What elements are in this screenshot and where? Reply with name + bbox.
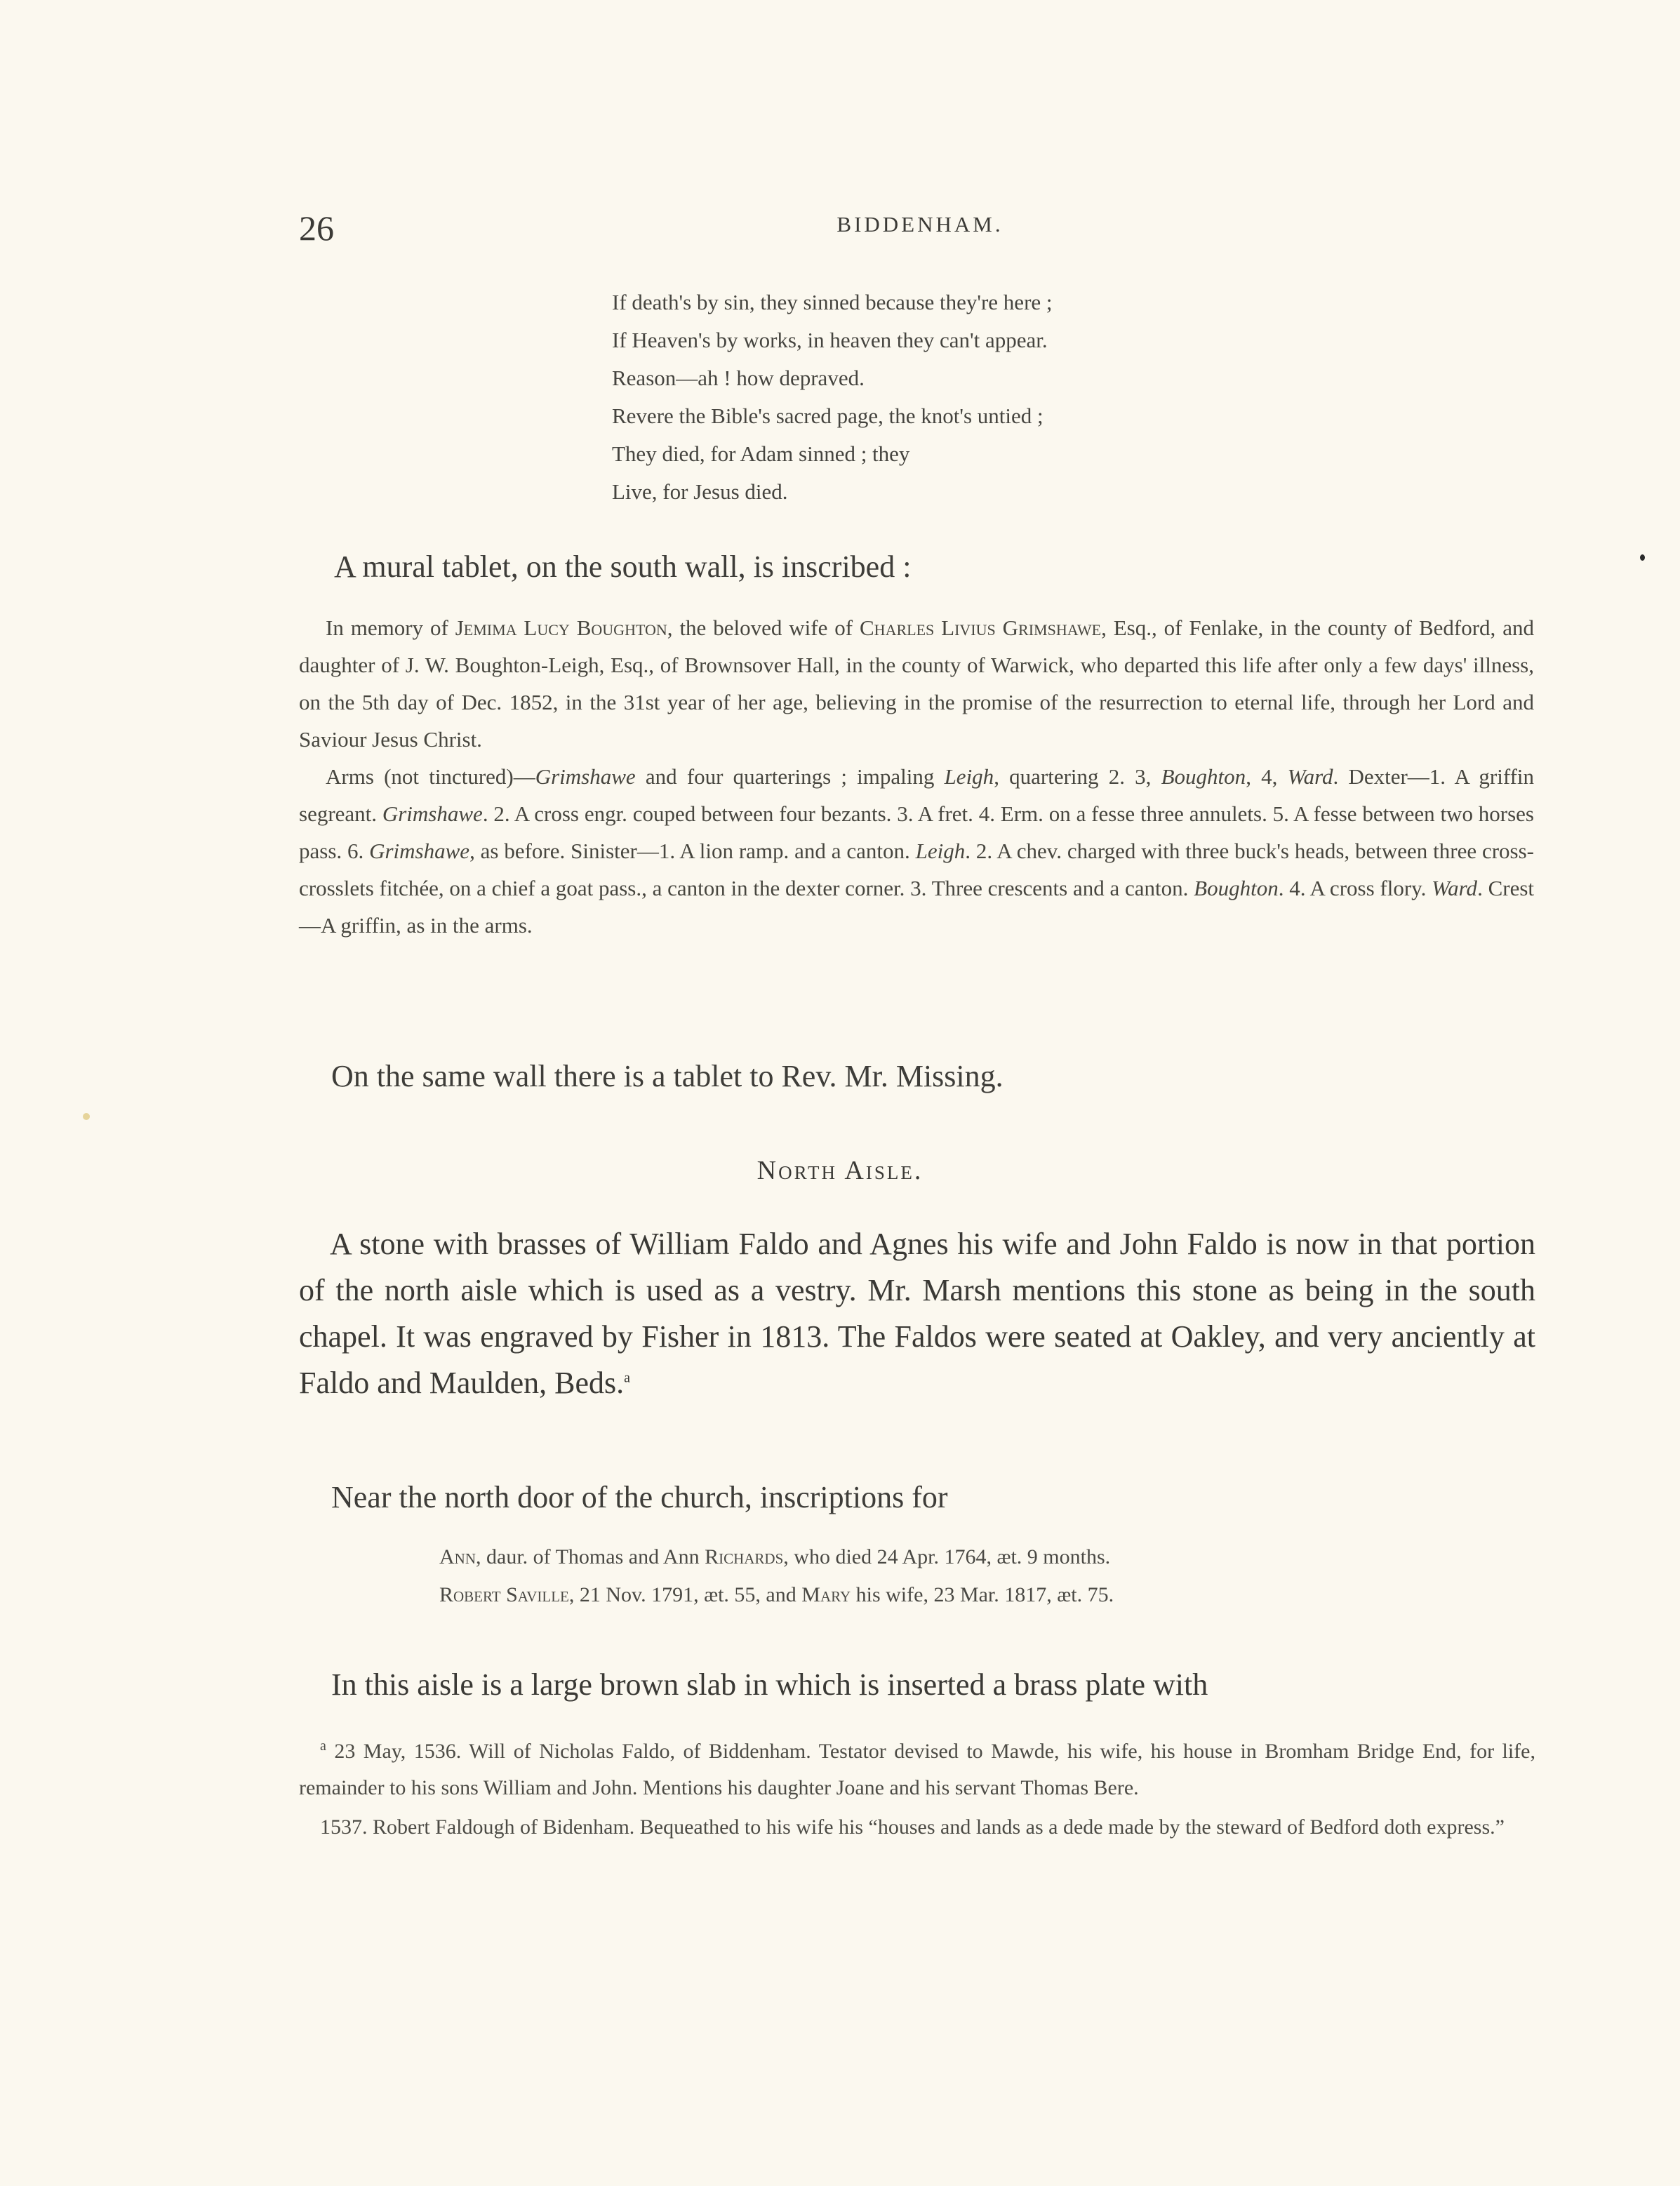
person-name: Ann — [439, 1545, 476, 1568]
slab-line — [331, 1662, 1535, 1708]
footnotes — [299, 1733, 1535, 1848]
poem-line: Live, for Jesus died. — [612, 479, 788, 504]
text-run: , 21 Nov. 1791, æt. 55, and — [568, 1583, 802, 1606]
family-name: Grimshawe — [535, 764, 636, 789]
footnote-a — [299, 1733, 1535, 1806]
family-name: Ward — [1432, 876, 1478, 900]
text-run: . 2. A chev. charged with three buck's heads, between three cross-crosslets fitchée, on a chief a goat pass., a canton in the dexter corner. 3. Three crescents and a canton. — [299, 839, 1534, 900]
page-number: 26 — [299, 208, 334, 248]
missing-tablet-line: On the same wall there is a tablet to Rev. Mr. Missing. — [331, 1059, 1004, 1093]
text-run: , who died 24 Apr. 1764, æt. 9 months. — [783, 1545, 1111, 1568]
north-door-inscriptions — [439, 1538, 1114, 1614]
page-header — [299, 208, 1541, 250]
text-run: , as before. Sinister—1. A lion ramp. and a canton. — [469, 839, 916, 863]
faldo-paragraph — [299, 1221, 1535, 1406]
memorial-paragraph — [299, 609, 1534, 758]
paper-stain — [83, 1113, 90, 1120]
arms-paragraph — [299, 758, 1534, 944]
mural-tablet-lead: A mural tablet, on the south wall, is inscribed : — [334, 549, 912, 584]
text-run: . Crest—A griffin, as in the arms. — [299, 876, 1535, 938]
north-door-lead: Near the north door of the church, inscriptions for — [331, 1480, 948, 1514]
poem-line: Reason—ah ! how depraved. — [612, 366, 865, 390]
family-name: Leigh — [915, 839, 966, 863]
ink-speck — [1640, 554, 1645, 561]
poem-line: If death's by sin, they sinned because they're here ; — [612, 290, 1053, 314]
inscription-line — [439, 1538, 1114, 1576]
text-run: , quartering 2. 3, — [994, 764, 1161, 789]
family-name: Leigh — [944, 764, 994, 789]
family-name: Grimshawe — [369, 839, 470, 863]
poem-line: If Heaven's by works, in heaven they can't appear. — [612, 328, 1048, 352]
footnote-mark: a — [320, 1738, 326, 1754]
text-run: , daur. of Thomas and Ann — [476, 1545, 705, 1568]
family-name: Boughton — [1194, 876, 1279, 900]
footnote-text: 23 May, 1536. Will of Nicholas Faldo, of Biddenham. Testator devised to Mawde, his wife, his house in Bromham Bridge End, for life, remainder to his sons William and John. Mentions his daughter Joane and his servant Thomas Bere. — [299, 1740, 1535, 1799]
text-run: , Esq., of Fenlake, in the county of Bedford, and daughter of J. W. Boughton-Leigh, Esq., of Brownsover Hall, in the county of Warwick, who departed this life after only a few days' illness, on the 5th day of Dec. 1852, in the 31st year of her age, believing in the promise of the resurrection to eternal life, through her Lord and Saviour Jesus Christ. — [299, 615, 1534, 752]
family-name: Ward — [1287, 764, 1333, 789]
footnote-b — [299, 1809, 1535, 1846]
text-run: In memory of — [326, 615, 455, 640]
mural-inscription — [299, 609, 1534, 944]
text-run: Arms (not tinctured)— — [326, 764, 535, 789]
inscription-line — [439, 1576, 1114, 1614]
running-title: BIDDENHAM. — [836, 212, 1004, 236]
footnote-mark: a — [624, 1370, 631, 1386]
text-run: his wife, 23 Mar. 1817, æt. 75. — [851, 1583, 1114, 1606]
person-name: Charles Livius Grimshawe — [860, 615, 1102, 640]
poem-line: Revere the Bible's sacred page, the knot's untied ; — [612, 404, 1044, 428]
person-name: Jemima Lucy Boughton — [455, 615, 667, 640]
person-name: Robert Saville — [439, 1583, 569, 1606]
footnote-text: 1537. Robert Faldough of Bidenham. Bequeathed to his wife his “houses and lands as a dede made by the steward of Bedford doth express.” — [320, 1815, 1505, 1839]
paragraph-text: In this aisle is a large brown slab in which is inserted a brass plate with — [331, 1667, 1208, 1702]
person-name: Mary — [801, 1583, 851, 1606]
poem-line: They died, for Adam sinned ; they — [612, 441, 910, 466]
text-run: . Dexter—1. A griffin segreant. — [299, 764, 1535, 826]
text-run: and four quarterings ; impaling — [635, 764, 945, 789]
paragraph-text: A stone with brasses of William Faldo and Agnes his wife and John Faldo is now in that portion of the north aisle which is used as a vestry. Mr. Marsh mentions this stone as being in the south chapel. It was engraved by Fisher in 1813. The Faldos were seated at Oakley, and very anciently at Faldo and Maulden, Beds. — [299, 1227, 1535, 1400]
family-name: Boughton — [1161, 764, 1246, 789]
person-name: Richards — [705, 1545, 784, 1568]
text-run: . 4. A cross flory. — [1278, 876, 1432, 900]
text-run: , the beloved wife of — [667, 615, 860, 640]
family-name: Grimshawe — [382, 801, 483, 826]
text-run: . 2. A cross engr. couped between four bezants. 3. A fret. 4. Erm. on a fesse three annulets. 5. A fesse between two horses pass. 6. — [299, 801, 1534, 863]
section-heading: North Aisle. — [756, 1156, 924, 1185]
text-run: , 4, — [1246, 764, 1288, 789]
epitaph-poem — [612, 284, 1053, 511]
